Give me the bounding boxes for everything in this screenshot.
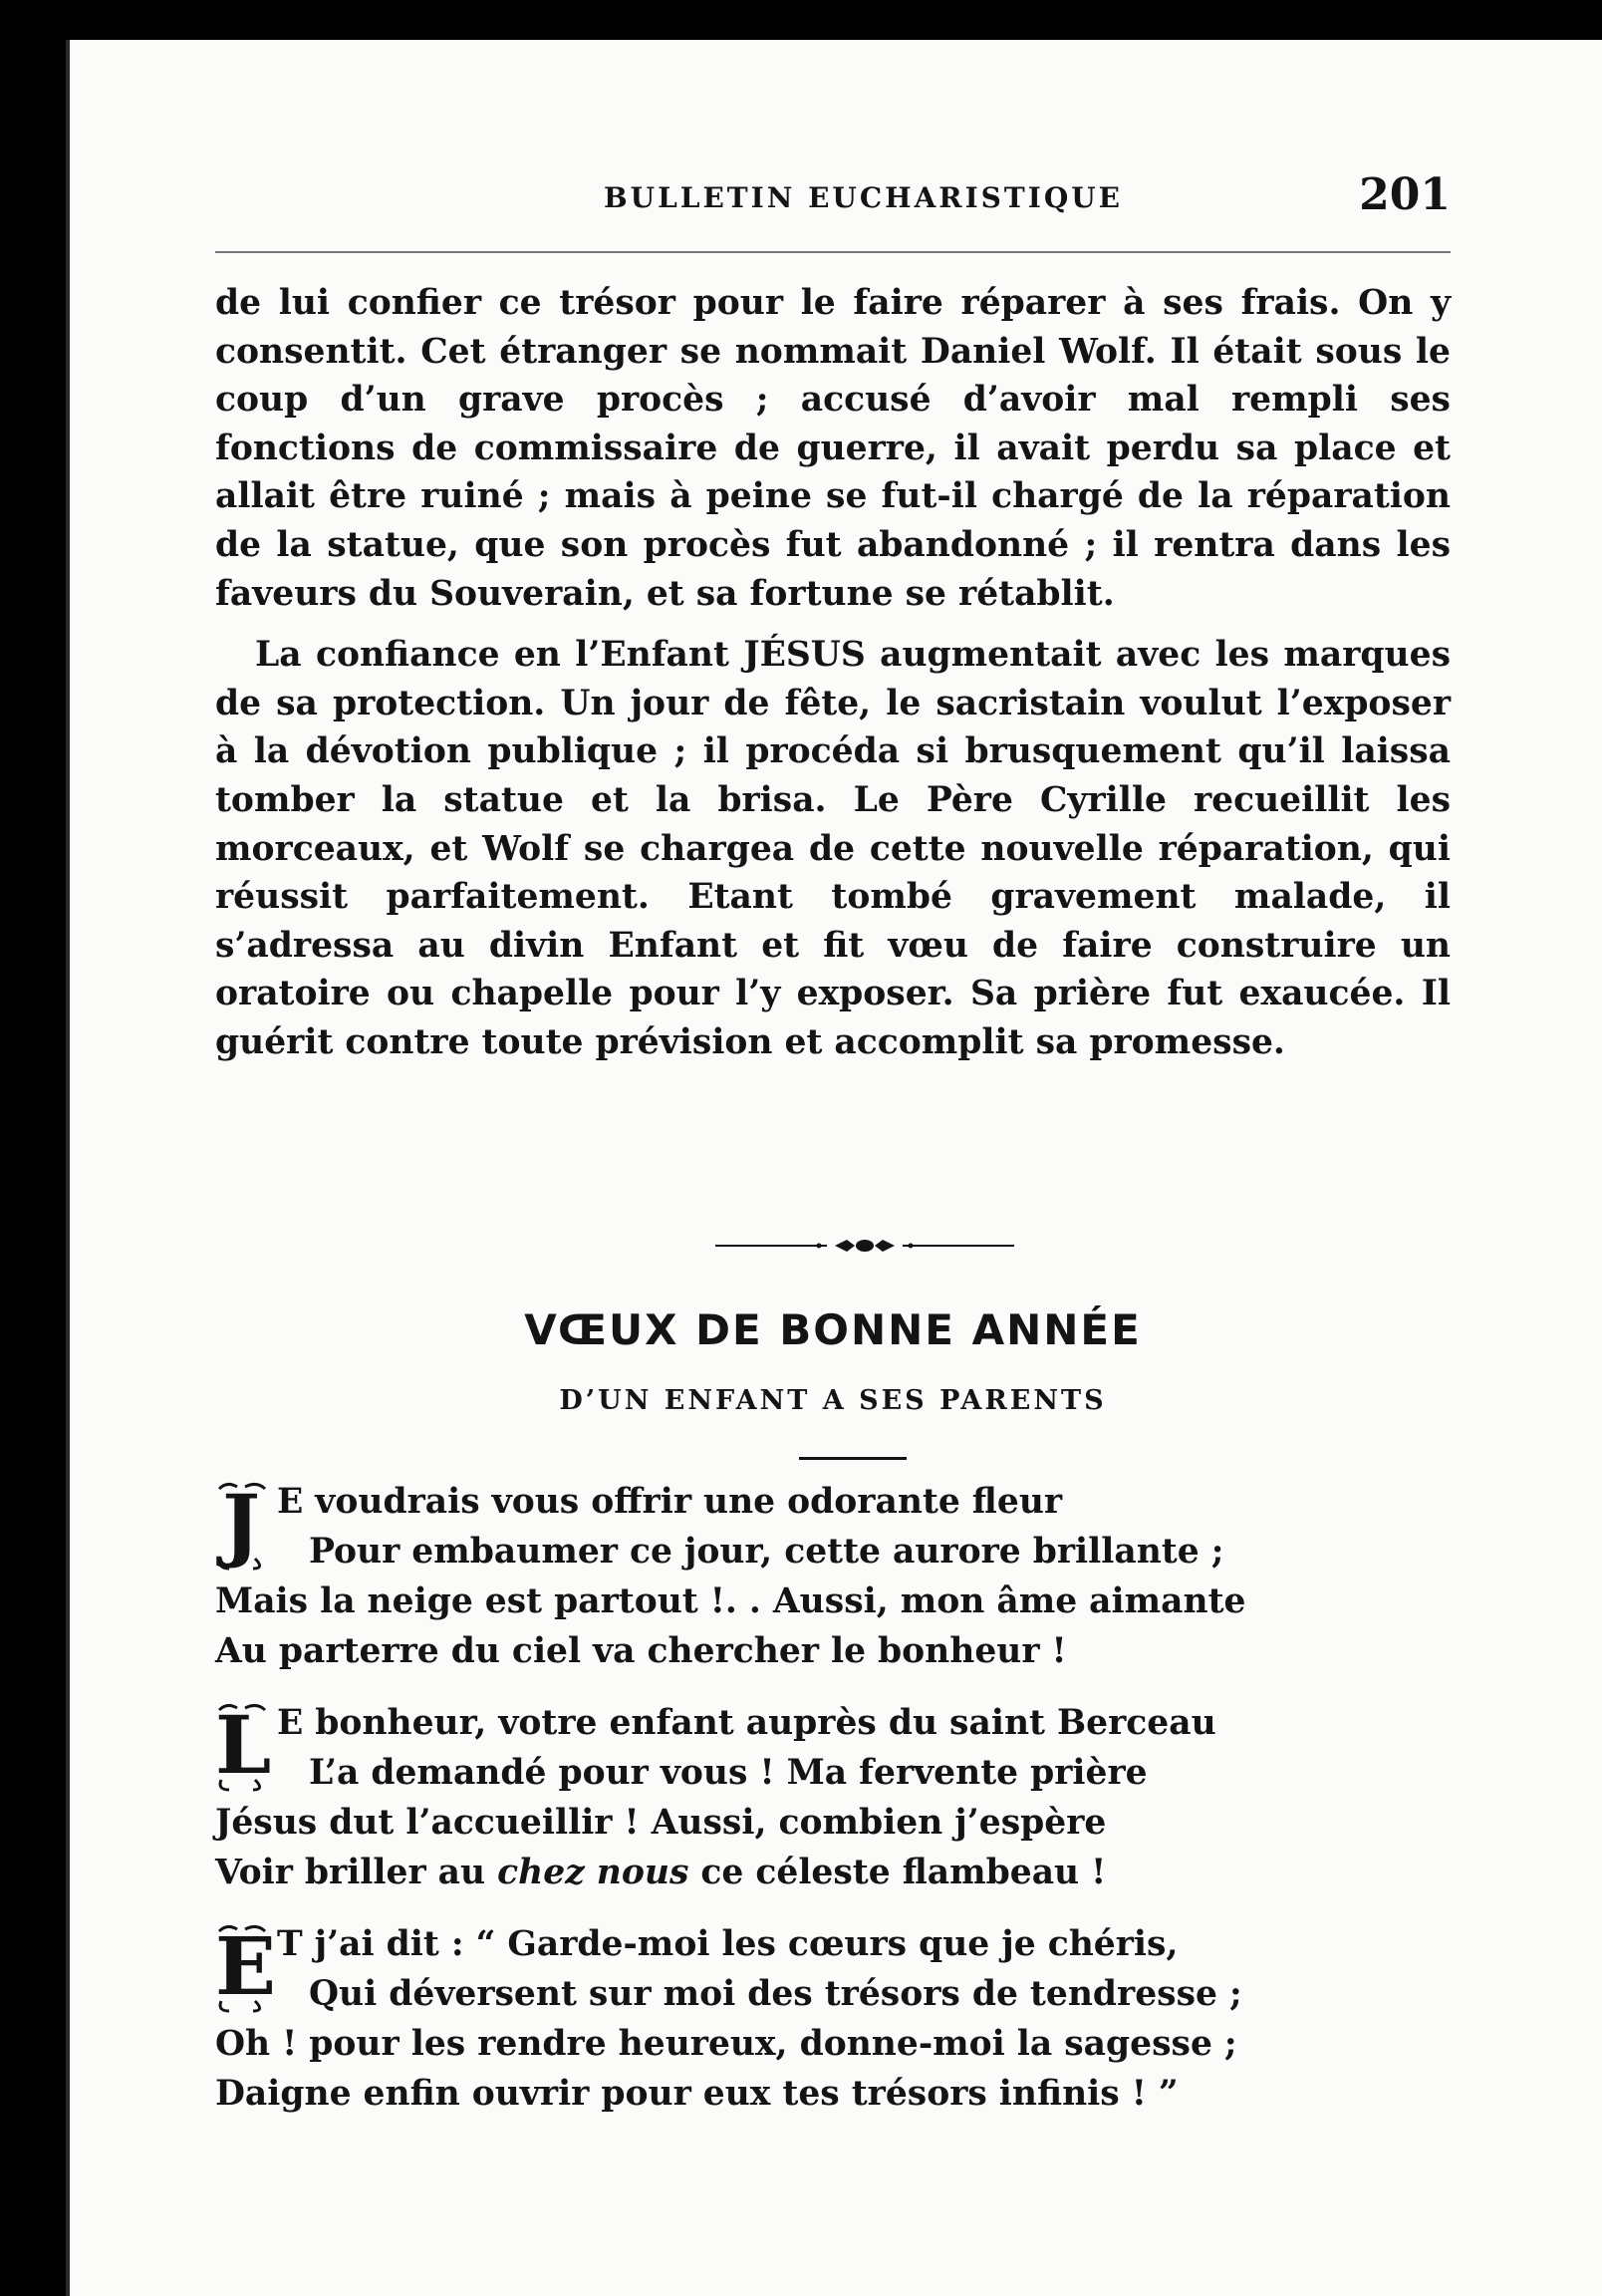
poem-subtitle: D’UN ENFANT A SES PARENTS: [559, 1385, 1107, 1416]
poem-title: VŒUX DE BONNE ANNÉE: [524, 1305, 1142, 1354]
title-rule: [799, 1457, 907, 1460]
book-page: [66, 40, 1602, 2296]
poem-line-start: Voir briller au: [215, 1853, 486, 1892]
poem-line: Daigne enfin ouvrir pour eux tes trésors infinis ! ”: [215, 2074, 1179, 2114]
initial-letter: E: [215, 1919, 276, 2013]
poem-line: L’a demandé pour vous ! Ma fervente prière: [309, 1753, 1148, 1793]
running-head: BULLETIN EUCHARISTIQUE: [604, 181, 1123, 214]
poem-line-end: ce céleste flambeau !: [700, 1853, 1107, 1892]
header-rule: [215, 251, 1451, 253]
page-header: [215, 169, 1451, 229]
poem-line: Oh ! pour les rendre heureux, donne-moi la sagesse ;: [215, 2024, 1237, 2064]
initial-letter: J: [222, 1477, 260, 1571]
ornamental-initial: [215, 1919, 276, 2015]
poem-line: Au parterre du ciel va chercher le bonheur !: [215, 1631, 1067, 1671]
poem-line: E voudrais vous offrir une odorante fleur: [277, 1482, 1063, 1522]
poem: [215, 1477, 1451, 2141]
scan-border-top: [0, 0, 1602, 40]
poem-line: [215, 1848, 1451, 1897]
poem-line: E bonheur, votre enfant auprès du saint Berceau: [277, 1703, 1216, 1743]
paragraph-2: La confiance en l’Enfant JÉSUS augmentait avec les marques de sa protection. Un jour de fête, le sacristain voulut l’exposer à la dévotion publique ; il procéda si brusquement qu’il laissa tomber la statue et la brisa. Le Père Cyrille recueillit les morceaux, et Wolf se chargea de cette nouvelle réparation, qui réussit parfaitement. Etant tombé gravement malade, il s’adressa au divin Enfant et fit vœu de faire construire un oratoire ou chapelle pour l’y exposer. Sa prière fut exaucée. Il guérit contre toute prévision et accomplit sa promesse.: [215, 635, 1451, 1062]
stanza-1: [215, 1477, 1451, 1676]
poem-line: Jésus dut l’accueillir ! Aussi, combien j’espère: [215, 1803, 1107, 1843]
italic-phrase: chez nous: [497, 1853, 689, 1892]
poem-line: T j’ai dit : “ Garde-moi les cœurs que je chéris,: [277, 1924, 1179, 1964]
initial-letter: L: [215, 1698, 272, 1792]
poem-line: Qui déversent sur moi des trésors de tendresse ;: [309, 1974, 1242, 2014]
paragraph-1: de lui confier ce trésor pour le faire réparer à ses frais. On y consentit. Cet étranger se nommait Daniel Wolf. Il était sous le coup d’un grave procès ; accusé d’avoir mal rempli ses fonctions de commissaire de guerre, il avait perdu sa place et allait être ruiné ; mais à peine se fut-il chargé de la réparation de la statue, que son procès fut abandonné ; il rentra dans les faveurs du Souverain, et sa fortune se rétablit.: [215, 283, 1451, 614]
poem-line: Pour embaumer ce jour, cette aurore brillante ;: [309, 1532, 1224, 1572]
section-ornament: [715, 1234, 1014, 1258]
stanza-3: [215, 1919, 1451, 2119]
ornamental-initial: [215, 1477, 269, 1573]
poem-line: Mais la neige est partout !. . Aussi, mon âme aimante: [215, 1581, 1246, 1621]
article-text: [215, 279, 1451, 1067]
page-number: 201: [1359, 169, 1451, 220]
ornamental-initial: [215, 1698, 272, 1794]
stanza-2: [215, 1698, 1451, 1897]
